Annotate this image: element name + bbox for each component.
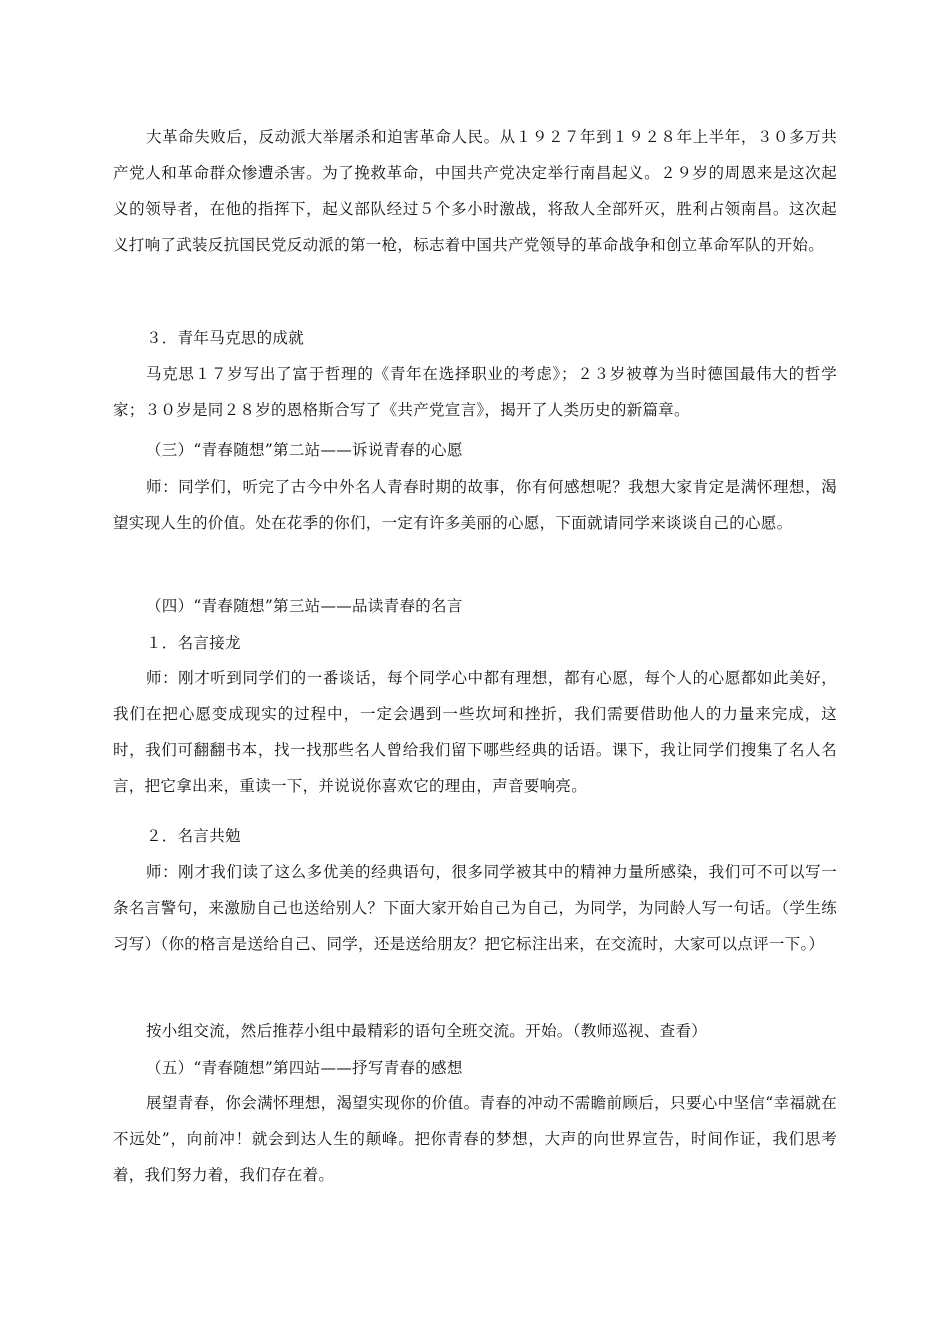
- heading-station-two: （三）“青春随想”第二站——诉说青春的心愿: [146, 441, 463, 459]
- paragraph-quote-relay: 师：刚才听到同学们的一番谈话，每个同学心中都有理想，都有心愿，每个人的心愿都如此美好，我们在把心愿变成现实的过程中，一定会遇到一些坎坷和挫折，我们需要借助他人的力量来完成，这时，我们可翻翻书本，找一找那些名人曾给我们留下哪些经典的话语。课下，我让同学们搜集了名人名言，把它拿出来，重读一下，并说说你喜欢它的理由，声音要响亮。: [113, 669, 837, 795]
- heading-station-three: （四）“青春随想”第三站——品读青春的名言: [146, 597, 463, 615]
- paragraph-youth-reflection: 展望青春，你会满怀理想，渴望实现你的价值。青春的冲动不需瞻前顾后，只要心中坚信“幸福就在不远处”，向前冲！就会到达人生的颠峰。把你青春的梦想，大声的向世界宣告，时间作证，我们思考着，我们努力着，我们存在着。: [113, 1094, 837, 1184]
- heading-young-marx: ３．青年马克思的成就: [146, 329, 305, 347]
- paragraph-group-exchange: 按小组交流，然后推荐小组中最精彩的语句全班交流。开始。（教师巡视、查看）: [146, 1022, 708, 1040]
- heading-quote-relay: １．名言接龙: [146, 634, 241, 652]
- paragraph-teacher-wishes: 师：同学们，听完了古今中外名人青春时期的故事，你有何感想呢？我想大家肯定是满怀理想，渴望实现人生的价值。处在花季的你们，一定有许多美丽的心愿，下面就请同学来谈谈自己的心愿。: [113, 478, 837, 532]
- paragraph-nanchang-uprising: 大革命失败后，反动派大举屠杀和迫害革命人民。从１９２７年到１９２８年上半年，３０多万共产党人和革命群众惨遭杀害。为了挽救革命，中国共产党决定举行南昌起义。２９岁的周恩来是这次起义的领导者，在他的指挥下，起义部队经过５个多小时激战，将敌人全部歼灭，胜利占领南昌。这次起义打响了武装反抗国民党反动派的第一枪，标志着中国共产党领导的革命战争和创立革命军队的开始。: [113, 128, 837, 254]
- paragraph-young-marx: 马克思１７岁写出了富于哲理的《青年在选择职业的考虑》；２３岁被尊为当时德国最伟大的哲学家；３０岁是同２８岁的恩格斯合写了《共产党宣言》，揭开了人类历史的新篇章。: [113, 365, 837, 419]
- heading-station-four: （五）“青春随想”第四站——抒写青春的感想: [146, 1059, 463, 1077]
- heading-shared-quotes: ２．名言共勉: [146, 827, 241, 845]
- paragraph-shared-quotes: 师：刚才我们读了这么多优美的经典语句，很多同学被其中的精神力量所感染，我们可不可以写一条名言警句，来激励自己也送给别人？下面大家开始自己为自己，为同学，为同龄人写一句话。（学生练习写）（你的格言是送给自己、同学，还是送给朋友？把它标注出来，在交流时，大家可以点评一下。）: [113, 863, 837, 953]
